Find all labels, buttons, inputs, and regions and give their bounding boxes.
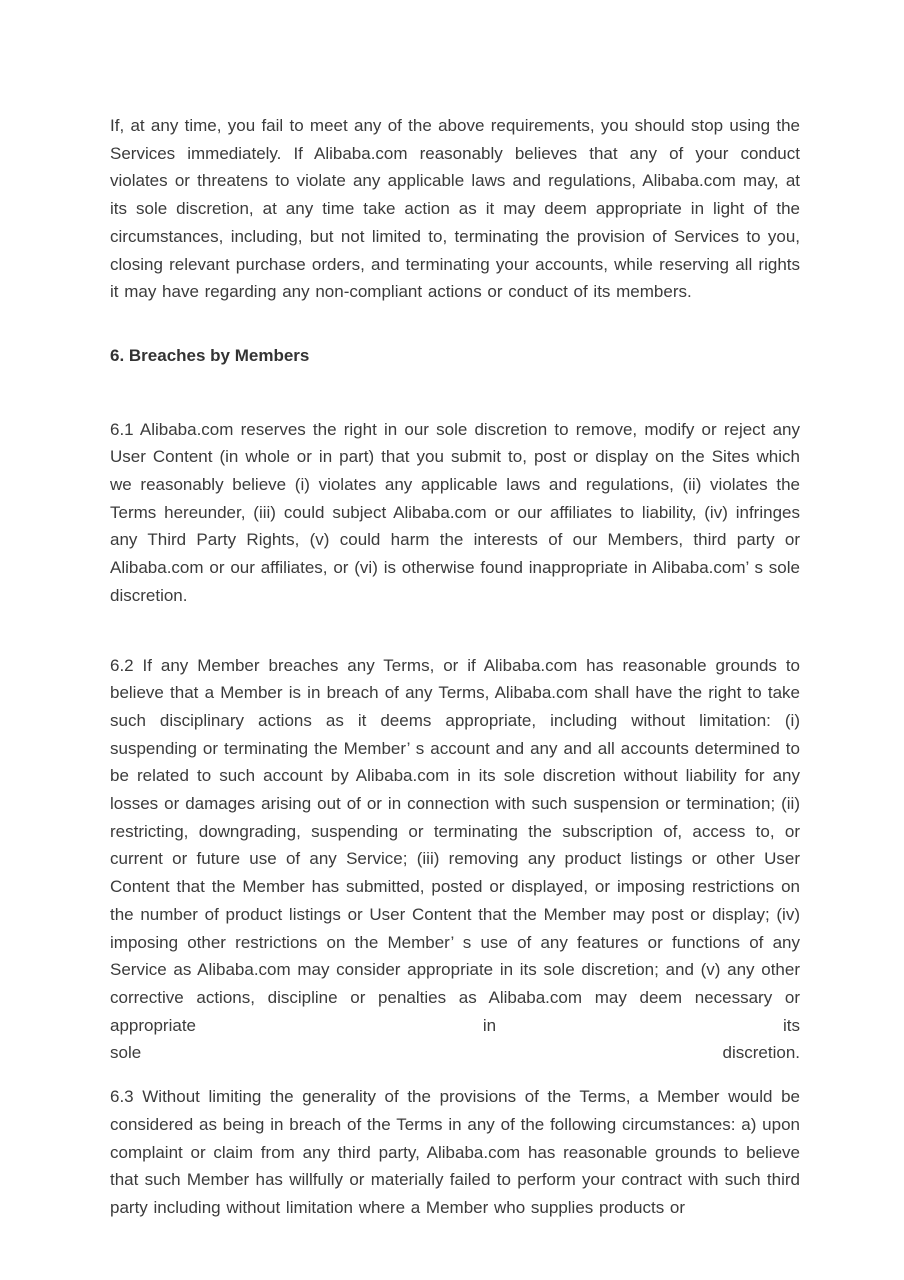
clause-6-1-paragraph: 6.1 Alibaba.com reserves the right in our sole discretion to remove, modify or reject any User Content (in whole or in part) that you submit to, post or display on the Sites which we reasonably believe (i) violates any applicable laws and regulations, (ii) violates the Terms hereunder, (iii) could subject Alibaba.com or our affiliates to liability, (iv) infringes any Third Party Rights, (v) could harm the interests of our Members, third party or Alibaba.com or our affiliates, or (vi) is otherwise found inappropriate in Alibaba.com’ s sole discretion.: [110, 419, 800, 605]
intro-paragraph: If, at any time, you fail to meet any of the above requirements, you should stop using the Services immediately. If Alibaba.com reasonably believes that any of your conduct violates or threatens to violate any applicable laws and regulations, Alibaba.com may, at its sole discretion, at any time take action as it may deem appropriate in light of the circumstances, including, but not limited to, terminating the provision of Services to you, closing relevant purchase orders, and terminating your accounts, while reserving all rights it may have regarding any non-compliant actions or conduct of its members.: [110, 116, 800, 302]
clause-6-2-last-line-right-word: discretion.: [722, 1043, 800, 1063]
clause-6-2-body-text: 6.2 If any Member breaches any Terms, or if Alibaba.com has reasonable grounds to believe that a Member is in breach of any Terms, Alibaba.com shall have the right to take such disciplinary actions as it deems appropriate, including without limitation: (i) suspending or terminating the Member’ s account and any and all accounts determined to be related to such account by Alibaba.com in its sole discretion without liability for any losses or damages arising out of or in connection with such suspension or termination; (ii) restricting, downgrading, suspending or terminating the subscription of, access to, or current or future use of any Service; (iii) removing any product listings or other User Content that the Member has submitted, posted or displayed, or imposing restrictions on the number of product listings or User Content that the Member may post or display; (iv) imposing other restrictions on the Member’ s use of any features or functions of any Service as Alibaba.com may consider appropriate in its sole discretion; and (v) any other corrective actions, discipline or penalties as Alibaba.com may deem necessary or appropriate in its: [110, 655, 800, 1035]
clause-6-3-paragraph: 6.3 Without limiting the generality of the provisions of the Terms, a Member would be considered as being in breach of the Terms in any of the following circumstances: a) upon complaint or claim from any third party, Alibaba.com has reasonable grounds to believe that such Member has willfully or materially failed to perform your contract with such third party including without limitation where a Member who supplies products or: [110, 1087, 800, 1217]
section-heading-breaches-by-members: 6. Breaches by Members: [110, 345, 310, 365]
clause-6-2-last-line-left-word: sole: [110, 1043, 142, 1063]
clause-6-2-last-line: [110, 1039, 800, 1067]
clause-6-2-paragraph: [110, 652, 800, 1068]
